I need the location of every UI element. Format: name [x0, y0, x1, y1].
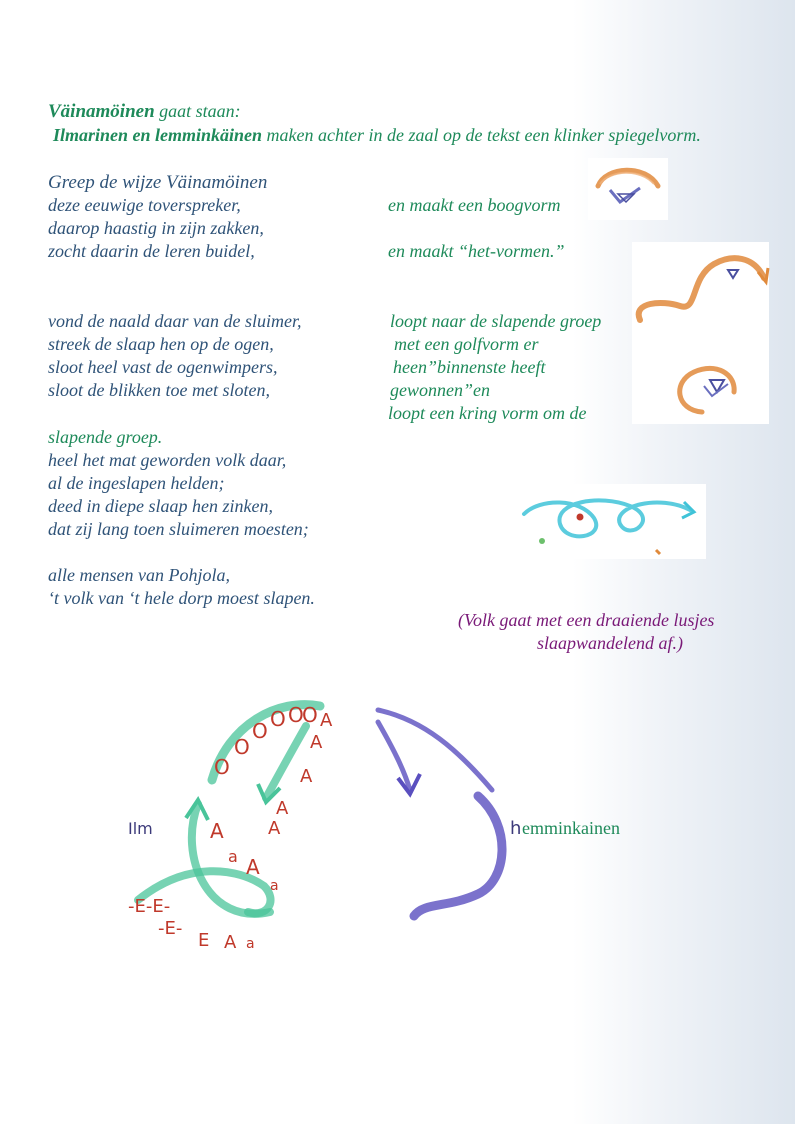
- drawing-letter-a: A: [300, 766, 313, 787]
- drawing-label-lemminkainen: emminkainen: [522, 818, 620, 838]
- action-line: loopt een kring vorm om de: [388, 403, 587, 423]
- action-line: heen”binnenste heeft: [393, 357, 546, 377]
- vainamoinen-name: Väinamöinen: [48, 101, 155, 122]
- drawing-letter-a: A: [320, 710, 333, 731]
- action-line: gewonnen”en: [390, 380, 490, 400]
- verse-line: vond de naald daar van de sluimer,: [48, 311, 302, 331]
- drawing-letter-a: A: [224, 932, 237, 953]
- verse-line: ‘t volk van ‘t hele dorp moest slapen.: [48, 588, 315, 608]
- action-line: met een golfvorm er: [394, 334, 539, 354]
- intro-line-2: [53, 125, 701, 146]
- drawing-letter-e: -E-: [158, 918, 183, 939]
- drawing-letter-o: O: [270, 707, 286, 731]
- drawing-letter-a: A: [210, 819, 224, 843]
- drawing-letter-a: a: [228, 847, 238, 866]
- drawing-letter-a: A: [246, 855, 260, 879]
- verse-2: [48, 310, 301, 402]
- kring-sketch: [520, 484, 706, 559]
- verse-line: sloot heel vast de ogenwimpers,: [48, 357, 278, 377]
- verse-line: dat zij lang toen sluimeren moesten;: [48, 519, 309, 539]
- drawing-letter-o: O: [252, 719, 268, 743]
- drawing-letter-e: -E-E-: [128, 896, 171, 917]
- drawing-label-ilm: Ilm: [128, 819, 153, 838]
- intro-line-1-rest: gaat staan:: [159, 101, 241, 121]
- intro-line-1: [48, 101, 241, 123]
- verse-line: al de ingeslapen helden;: [48, 473, 225, 493]
- action-het-vormen: en maakt “het-vormen.”: [388, 241, 565, 261]
- stage-direction-line-2: slaapwandelend af.): [537, 633, 683, 653]
- verse-line-green: slapende groep.: [48, 427, 163, 447]
- action-boogvorm: en maakt een boogvorm: [388, 195, 561, 215]
- drawing-letter-a: A: [268, 818, 281, 839]
- stage-direction-line-1: (Volk gaat met een draaiende lusjes: [458, 610, 715, 630]
- verse-line: zocht daarin de leren buidel,: [48, 241, 255, 261]
- ilmarinen-lemminkainen-names: Ilmarinen en lemminkäinen: [53, 125, 263, 145]
- verse-line: daarop haastig in zijn zakken,: [48, 218, 264, 238]
- golfvorm-sketch: [632, 242, 769, 424]
- drawing-letter-o: O: [214, 755, 230, 779]
- verse-line: Greep de wijze Väinamöinen: [48, 172, 268, 193]
- drawing-letter-a: a: [270, 878, 279, 894]
- drawing-letter-e: E: [198, 930, 210, 951]
- verse-line: alle mensen van Pohjola,: [48, 565, 230, 585]
- drawing-letter-o: O: [302, 703, 318, 727]
- vowel-mirror-drawing: [128, 680, 522, 960]
- drawing-letter-o: O: [234, 735, 250, 759]
- drawing-label-l-mark: h: [510, 818, 522, 839]
- verse-line: deze eeuwige toverspreker,: [48, 195, 241, 215]
- verse-3: [48, 449, 309, 541]
- drawing-letter-a: A: [310, 732, 323, 753]
- action-line: loopt naar de slapende groep: [390, 311, 602, 331]
- intro-line-2-rest: maken achter in de zaal op de tekst een klinker spiegelvorm.: [266, 125, 701, 145]
- drawing-letter-a: a: [246, 936, 255, 952]
- boogvorm-sketch: [588, 158, 668, 220]
- drawing-letter-a: A: [276, 798, 289, 819]
- verse-1: [48, 171, 267, 263]
- verse-4: [48, 564, 315, 610]
- drawing-letter-o: O: [288, 703, 304, 727]
- verse-line: sloot de blikken toe met sloten,: [48, 380, 270, 400]
- verse-line: deed in diepe slaap hen zinken,: [48, 496, 273, 516]
- verse-line: streek de slaap hen op de ogen,: [48, 334, 274, 354]
- verse-line: heel het mat geworden volk daar,: [48, 450, 287, 470]
